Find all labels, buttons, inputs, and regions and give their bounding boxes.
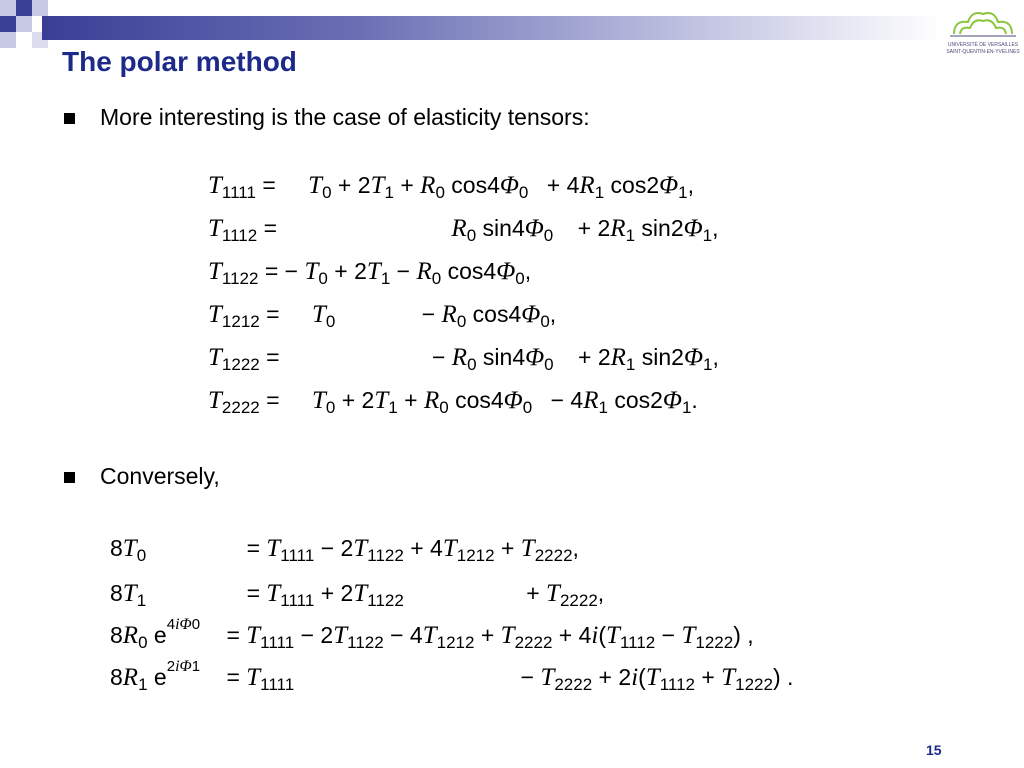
logo-text-line1: UNIVERSITÉ DE VERSAILLES [947,42,1019,48]
slide-title: The polar method [62,46,297,77]
corner-square-6 [0,32,16,48]
corner-square-1 [0,0,16,16]
equation-row: $T_{1212} = T_0 - R_0$ $\cos 4\Phi_0$, [208,301,557,331]
equation-row: $8R_1$ $e^{2i\Phi 1} = T_{1111} - T_{2222} + 2i(T_{1112} + T_{1222})$ . [110,658,794,694]
corner-square-5 [16,16,32,32]
header-gradient-bar [42,16,942,40]
page-number: 15 [926,742,942,758]
equation-row: $8R_0$ $e^{4i\Phi 0} = T_{1111} - 2T_{1122} - 4T_{1212} + T_{2222} + 4i(T_{1112} - T_{1222})$ , [110,616,754,652]
equation-row: $8T_1 = T_{1111} + 2T_{1122} + T_{2222}$, [110,580,605,610]
equation-row: $T_{1222}$ = − $R_0$ $\sin 4\Phi_0 + 2R_1$ $\sin 2\Phi_1$, [208,344,719,374]
bullet-text-1: More interesting is the case of elasticity tensors: [100,104,590,130]
corner-square-3 [32,0,48,16]
logo-text-line2: SAINT-QUENTIN-EN-YVELINES [946,49,1020,55]
equation-row: $T_{1112} = R_0$ $\sin 4\Phi_0 + 2R_1$ $\sin 2\Phi_1$, [208,215,719,245]
corner-square-2 [16,0,32,16]
bullet-text-2: Conversely, [100,463,220,489]
equation-row: $T_{2222} = T_0 + 2T_1 + R_0$ $\cos 4\Phi_0 - 4R_1$ $\cos 2\Phi_1$. [208,387,698,417]
university-logo [946,2,1020,58]
bullet-marker-2 [64,472,75,483]
corner-square-4 [0,16,16,32]
equation-row: $T_{1111} = T_0 + 2T_1 + R_0$ $\cos 4\Phi_0 + 4R_1$ $\cos 2\Phi_1$, [208,172,695,202]
bullet-marker-1 [64,113,75,124]
equation-row: $8T_0 = T_{1111} - 2T_{1122} + 4T_{1212} + T_{2222}$, [110,535,579,565]
equation-row: $T_{1122}$ = − $T_0 + 2T_1 - R_0$ $\cos 4\Phi_0$, [208,258,532,288]
